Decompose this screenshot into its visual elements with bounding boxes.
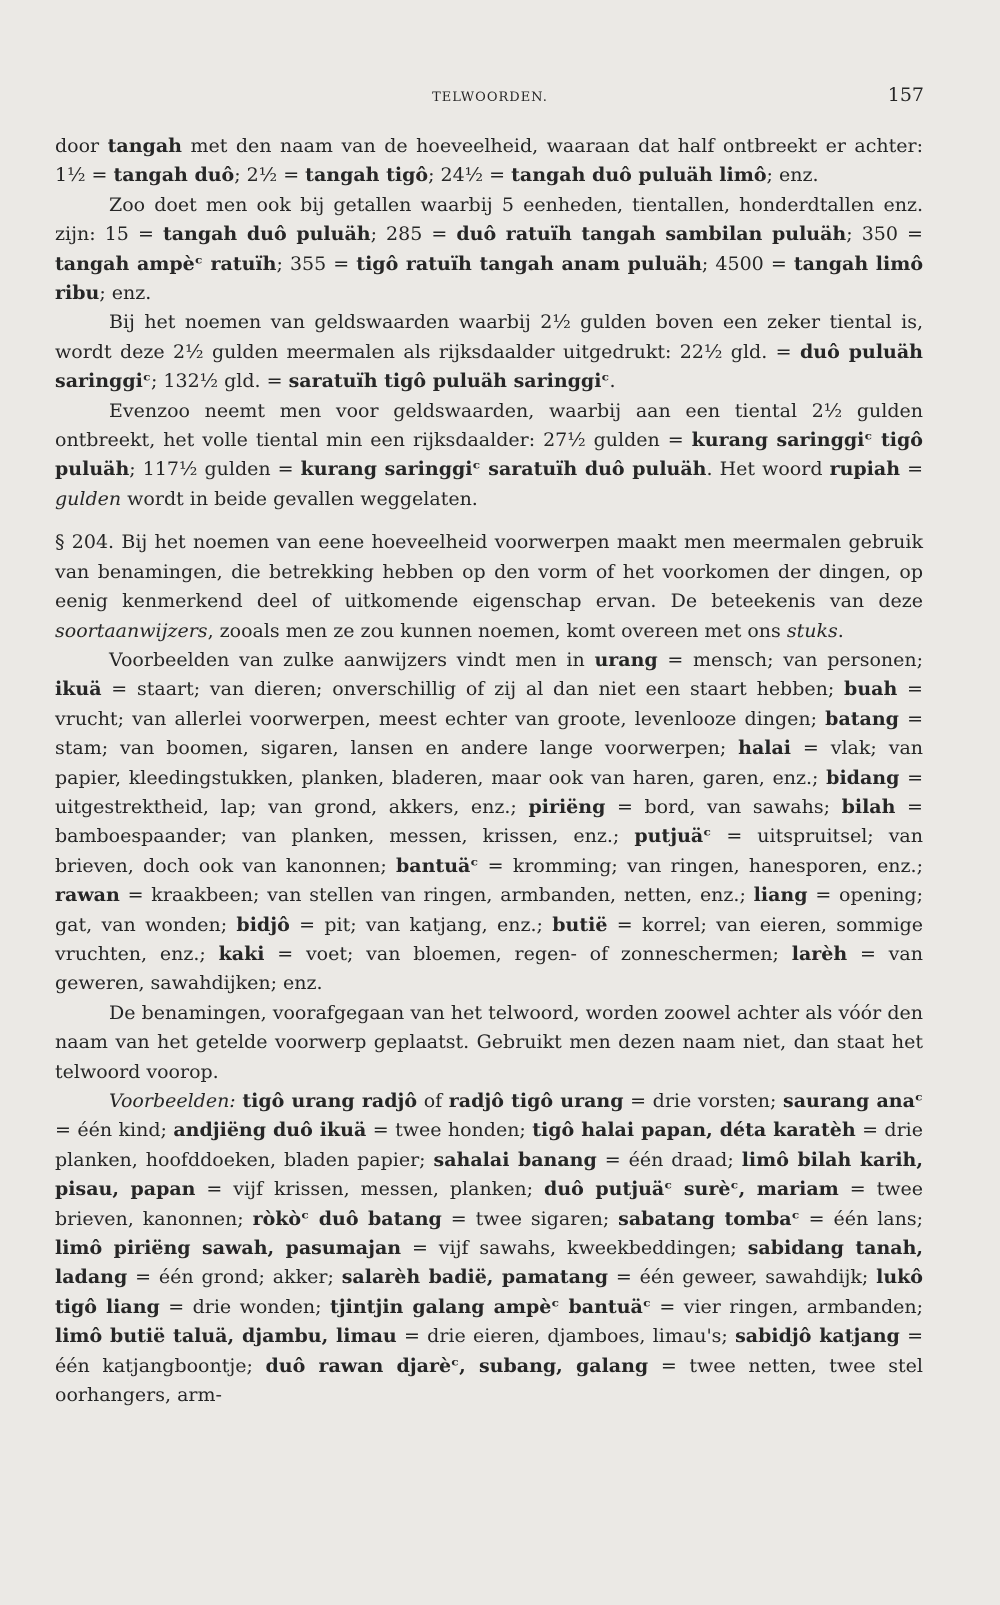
- text-run: = van geweren, sawahdijken; enz.: [55, 942, 923, 995]
- bold-term: urang: [594, 648, 658, 671]
- body-text: [55, 132, 923, 1410]
- bold-term: limô piriëng sawah, pasumajan: [55, 1237, 402, 1260]
- bold-term: bilah: [841, 795, 896, 818]
- italic-text: soortaanwijzers: [55, 619, 208, 642]
- text-run: = vijf krissen, messen, planken;: [195, 1178, 545, 1201]
- text-run: = één grond; akker;: [127, 1266, 342, 1289]
- text-run: = één draad;: [596, 1148, 742, 1171]
- text-run: = bamboespaander; van planken, messen, krissen, enz.;: [55, 795, 923, 848]
- text-run: § 204. Bij het noemen van eene hoeveelheid voorwerpen maakt men meermalen gebruik van benamingen, die betrekking hebben op den vorm of het voorkomen der dingen, op eenig kenmerkend deel of uitkomende eigenschap ervan. De beteekenis van deze: [55, 531, 923, 613]
- bold-term: kaki: [218, 942, 265, 965]
- bold-term: salarèh badië, pamatang: [341, 1266, 609, 1289]
- text-run: = kromming; van ringen, hanesporen, enz.;: [478, 854, 923, 877]
- paragraph: [55, 1087, 923, 1410]
- bold-term: liang: [753, 884, 808, 907]
- paragraph: [55, 397, 923, 515]
- section-paragraph: [55, 528, 923, 646]
- bold-term: putjuäᶜ: [634, 825, 712, 848]
- bold-term: tigô urang radjô: [242, 1090, 418, 1112]
- text-run: ; 4500 =: [701, 252, 794, 275]
- bold-term: rupiah: [829, 458, 901, 481]
- text-run: = één lans;: [799, 1207, 923, 1230]
- text-run: = vrucht; van allerlei voorwerpen, meest echter van groote, levenlooze dingen;: [55, 678, 923, 730]
- text-run: . Het woord: [706, 458, 830, 481]
- text-run: ; 350 =: [846, 223, 923, 246]
- bold-term: larèh: [791, 942, 848, 965]
- text-run: Zoo doet men ook bij getallen waarbij 5 eenheden, tientallen, honderdtallen enz. zijn: 15 =: [55, 193, 923, 246]
- text-run: ; 24½ =: [428, 164, 512, 187]
- text-run: = één kind;: [55, 1119, 174, 1142]
- bold-term: butië: [552, 913, 608, 936]
- bold-term: batang: [825, 707, 899, 730]
- bold-term: tangah ampèᶜ ratuïh: [55, 252, 277, 275]
- bold-term: ròkòᶜ duô batang: [252, 1207, 442, 1230]
- text-run: = mensch; van personen;: [657, 648, 923, 671]
- bold-term: duô ratuïh tangah sambilan puluäh: [456, 223, 847, 246]
- bold-term: tigô ratuïh tangah anam puluäh: [356, 252, 702, 275]
- text-run: = vlak; van papier, kleedingstukken, planken, bladeren, maar ook van haren, garen, enz.;: [55, 737, 924, 789]
- text-run: met den naam van de hoeveelheid, waaraan dat half ontbreekt er achter: 1½ =: [55, 135, 923, 187]
- italic-text: stuks: [786, 619, 838, 642]
- paragraph: [55, 999, 923, 1087]
- bold-term: halai: [738, 737, 792, 760]
- text-run: .: [609, 370, 616, 393]
- bold-term: sabidjô katjang: [735, 1325, 900, 1348]
- bold-term: buah: [844, 678, 898, 701]
- text-run: = opening; gat, van wonden;: [55, 884, 923, 936]
- text-run: = drie planken, hoofddoeken, bladen papier;: [55, 1119, 923, 1171]
- text-run: = één geweer, sawahdijk;: [608, 1266, 877, 1289]
- bold-term: bidjô: [236, 913, 290, 936]
- text-run: = vier ringen, armbanden;: [650, 1295, 923, 1318]
- bold-term: andjiëng duô ikuä: [173, 1119, 367, 1142]
- text-run: = drie eieren, djamboes, limau's;: [396, 1325, 736, 1348]
- text-run: Evenzoo neemt men voor geldswaarden, waarbij aan een tiental 2½ gulden ontbreekt, het volle tiental min een rijksdaalder: 27½ gulden =: [55, 399, 923, 452]
- bold-term: tangah duô puluäh: [162, 223, 371, 246]
- paragraph: [55, 191, 923, 309]
- paragraph: [55, 646, 923, 999]
- bold-term: limô butië taluä, djambu, limau: [55, 1325, 397, 1348]
- running-head: TELWOORDEN.: [432, 90, 548, 105]
- text-run: = drie wonden;: [159, 1295, 330, 1318]
- page-number: 157: [887, 84, 924, 106]
- text-run: = voet; van bloemen, regen- of zonneschermen;: [264, 942, 792, 965]
- text-run: Bij het noemen van geldswaarden waarbij 2½ gulden boven een zeker tiental is, wordt deze 2½ gulden meermalen als rijksdaalder uitgedrukt: 22½ gld. =: [55, 311, 923, 363]
- bold-term: tangah limô ribu: [55, 252, 924, 305]
- bold-term: saratuïh tigô puluäh saringgiᶜ: [288, 370, 610, 393]
- bold-term: kurang saringgiᶜ saratuïh duô puluäh: [300, 458, 707, 481]
- paragraph: [55, 308, 923, 396]
- text-run: , zooals men ze zou kunnen noemen, komt overeen met ons: [207, 619, 787, 642]
- text-run: = kraakbeen; van stellen van ringen, armbanden, netten, enz.;: [119, 884, 754, 907]
- text-run: .: [837, 619, 844, 642]
- italic-text: Voorbeelden:: [109, 1090, 236, 1112]
- bold-term: piriëng: [528, 795, 606, 818]
- bold-term: kurang saringgiᶜ tigô puluäh: [55, 429, 923, 481]
- bold-term: bidang: [826, 766, 900, 789]
- text-run: = vijf sawahs, kweekbeddingen;: [401, 1237, 748, 1260]
- bold-term: sahalai banang: [433, 1148, 597, 1171]
- text-run: = twee honden;: [366, 1119, 533, 1142]
- page-header: [56, 84, 924, 114]
- bold-term: duô puluäh saringgiᶜ: [55, 340, 923, 393]
- text-run: = uitgestrektheid, lap; van grond, akkers, enz.;: [55, 766, 923, 818]
- bold-term: sabatang tombaᶜ: [618, 1207, 800, 1230]
- italic-text: gulden: [55, 487, 122, 510]
- text-run: Voorbeelden van zulke aanwijzers vindt men in: [109, 648, 595, 671]
- text-run: = twee sigaren;: [441, 1207, 619, 1230]
- text-run: of: [417, 1090, 449, 1112]
- text-run: = twee brieven, kanonnen;: [55, 1178, 923, 1230]
- bold-term: duô rawan djarèᶜ, subang, galang: [265, 1354, 649, 1377]
- text-run: ; 117½ gulden =: [129, 458, 301, 481]
- text-run: = korrel; van eieren, sommige vruchten, enz.;: [55, 913, 923, 965]
- text-run: = stam; van boomen, sigaren, lansen en andere lange voorwerpen;: [55, 707, 923, 760]
- text-run: = één katjangboontje;: [55, 1325, 923, 1377]
- bold-term: bantuäᶜ: [396, 854, 479, 877]
- text-run: =: [900, 458, 923, 481]
- bold-term: tigô halai papan, déta karatèh: [532, 1119, 856, 1142]
- text-run: ; enz.: [99, 282, 152, 305]
- bold-term: limô bilah karih, pisau, papan: [55, 1148, 923, 1201]
- text-run: = pit; van katjang, enz.;: [289, 913, 553, 936]
- text-run: ; 132½ gld. =: [150, 370, 289, 393]
- bold-term: tangah: [107, 135, 182, 157]
- text-run: = bord, van sawahs;: [605, 795, 842, 818]
- bold-term: lukô tigô liang: [55, 1266, 923, 1318]
- bold-term: rawan: [55, 884, 120, 907]
- text-run: door: [55, 135, 108, 157]
- bold-term: saurang anaᶜ: [783, 1090, 924, 1112]
- text-run: = twee netten, twee stel oorhangers, arm-: [55, 1354, 923, 1407]
- bold-term: duô putjuäᶜ surèᶜ, mariam: [544, 1178, 839, 1201]
- text-run: = drie vorsten;: [623, 1090, 784, 1112]
- text-run: = staart; van dieren; onverschillig of zij al dan niet een staart hebben;: [101, 678, 845, 701]
- bold-term: sabidang tanah, ladang: [55, 1237, 923, 1289]
- text-run: = uitspruitsel; van brieven, doch ook van kanonnen;: [55, 825, 923, 877]
- bold-term: radjô tigô urang: [448, 1090, 624, 1112]
- text-run: De benamingen, voorafgegaan van het telwoord, worden zoowel achter als vóór den naam van het getelde voorwerp geplaatst. Gebruikt men dezen naam niet, dan staat het telwoord voorop.: [55, 1001, 923, 1083]
- paragraph: [55, 132, 923, 191]
- bold-term: ikuä: [55, 678, 102, 701]
- text-run: ; 2½ =: [234, 164, 306, 187]
- bold-term: tangah duô: [113, 164, 235, 187]
- text-run: ; 285 =: [370, 223, 457, 246]
- bold-term: tangah duô puluäh limô: [511, 164, 767, 187]
- text-run: wordt in beide gevallen weggelaten.: [121, 487, 478, 510]
- text-run: ; 355 =: [276, 252, 357, 275]
- bold-term: tangah tigô: [305, 164, 429, 187]
- bold-term: tjintjin galang ampèᶜ bantuäᶜ: [330, 1295, 651, 1318]
- text-run: ; enz.: [766, 164, 819, 187]
